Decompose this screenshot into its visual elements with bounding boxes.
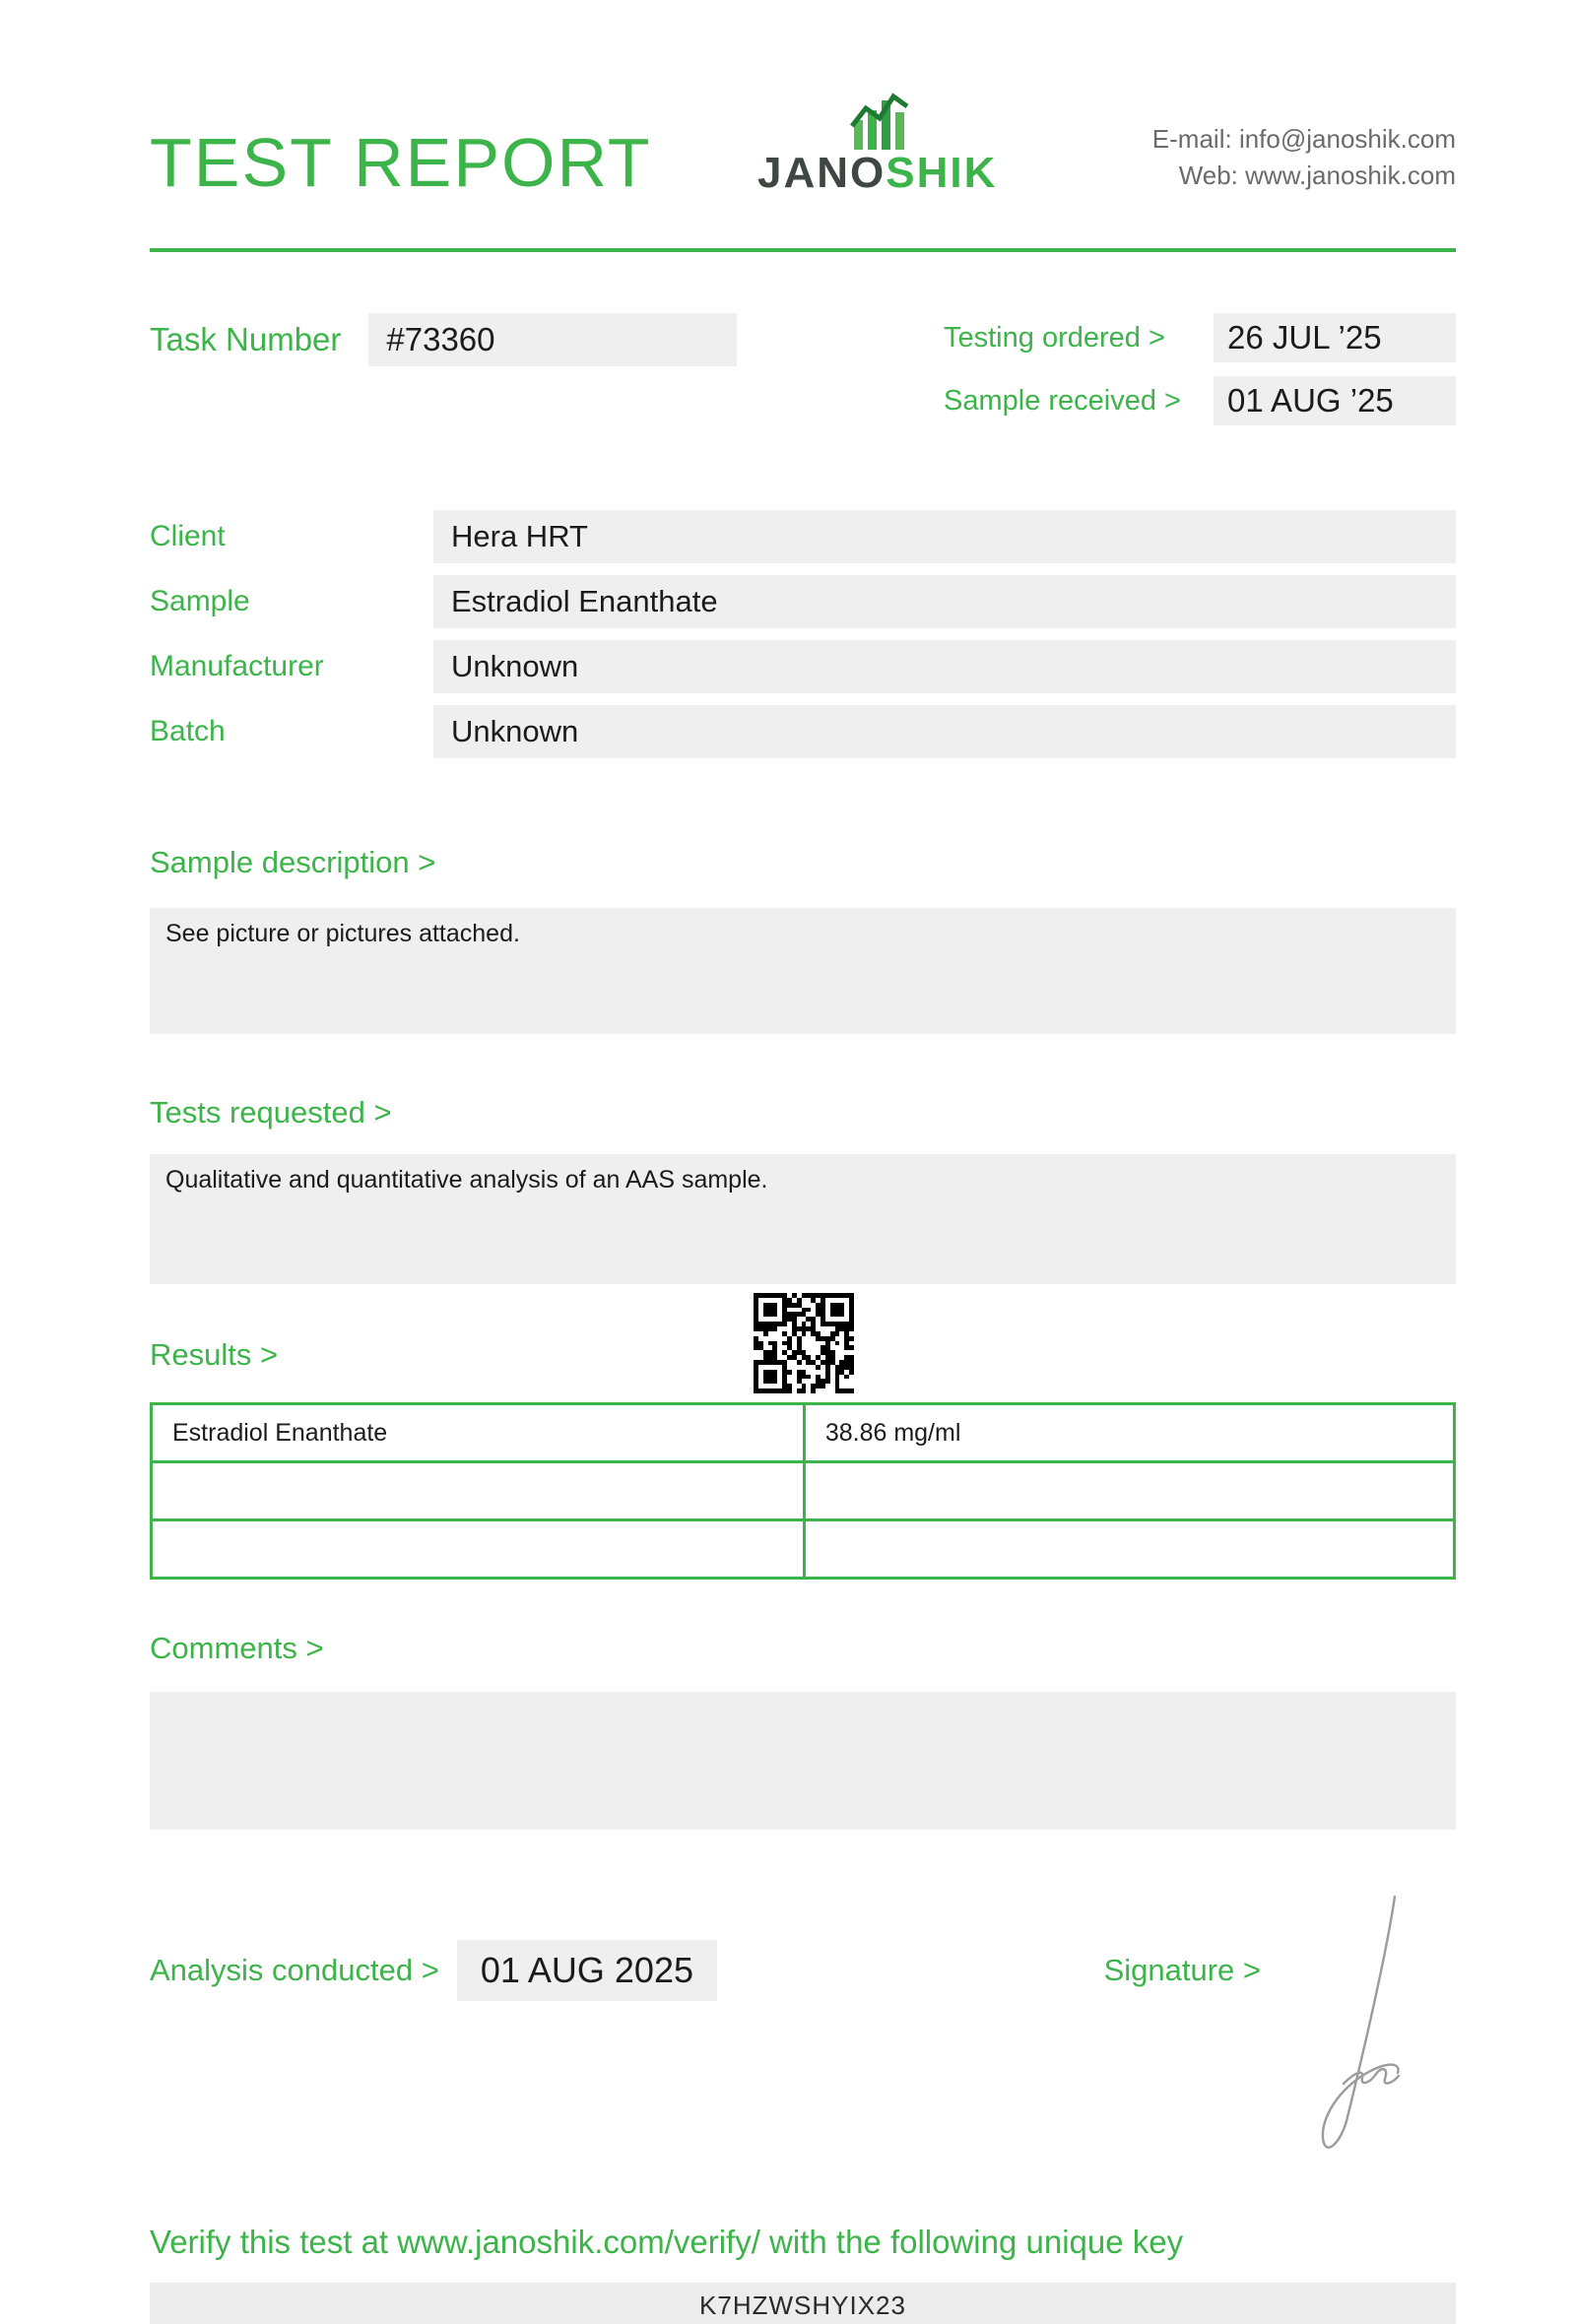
batch-label: Batch <box>150 715 226 747</box>
results-header <box>150 1284 1456 1402</box>
sample-received-value: 01 AUG ’25 <box>1214 376 1456 425</box>
result-value-cell <box>804 1462 1454 1520</box>
qr-code <box>749 1288 859 1398</box>
tests-requested-label: Tests requested > <box>150 1095 392 1130</box>
sample-description-box: See picture or pictures attached. <box>150 908 1456 1034</box>
info-row-sample <box>150 575 1456 628</box>
task-section <box>150 313 1456 425</box>
comments-label: Comments > <box>150 1631 324 1665</box>
info-row-batch <box>150 705 1456 758</box>
unique-key-value: K7HZWSHYIX23 <box>150 2283 1456 2324</box>
result-row <box>152 1520 1455 1579</box>
logo-chart-icon <box>832 91 923 150</box>
info-row-manufacturer <box>150 640 1456 693</box>
sample-received-label: Sample received > <box>944 384 1181 417</box>
analysis-date-value: 01 AUG 2025 <box>457 1940 717 2001</box>
task-number-label: Task Number <box>150 321 342 357</box>
result-name-cell <box>152 1520 805 1579</box>
task-number-value: #73360 <box>368 313 737 366</box>
info-row-client <box>150 510 1456 563</box>
signature-label: Signature > <box>1103 1953 1261 1987</box>
result-row <box>152 1462 1455 1520</box>
header-divider <box>150 248 1456 252</box>
janoshik-logo <box>757 91 997 195</box>
email-label: E-mail: <box>1151 123 1232 154</box>
manufacturer-value: Unknown <box>433 640 1456 693</box>
results-table <box>150 1402 1456 1580</box>
email-line <box>1152 121 1456 159</box>
page-title: TEST REPORT <box>150 123 652 201</box>
web-line <box>1152 158 1456 195</box>
comments-box <box>150 1692 1456 1830</box>
client-value: Hera HRT <box>433 510 1456 563</box>
web-label: Web: <box>1178 161 1238 191</box>
dates-group <box>944 313 1456 425</box>
result-value-cell <box>804 1520 1454 1579</box>
testing-ordered-value: 26 JUL ’25 <box>1214 313 1456 362</box>
email-value: info@janoshik.com <box>1238 123 1456 154</box>
sample-label: Sample <box>150 585 250 617</box>
task-number-group <box>150 313 737 366</box>
sample-received-row <box>944 376 1456 425</box>
logo-text-jano: JANO <box>756 149 886 197</box>
web-value: www.janoshik.com <box>1245 161 1456 191</box>
tests-requested-box: Qualitative and quantitative analysis of an AAS sample. <box>150 1154 1456 1284</box>
contact-info <box>1152 121 1456 195</box>
analysis-row <box>150 1940 1456 2001</box>
testing-ordered-label: Testing ordered > <box>944 321 1165 354</box>
batch-value: Unknown <box>433 705 1456 758</box>
logo-text-shik: SHIK <box>886 149 998 197</box>
verify-text: Verify this test at www.janoshik.com/verify/ with the following unique key <box>150 2224 1184 2260</box>
testing-ordered-row <box>944 313 1456 362</box>
sample-description-label: Sample description > <box>150 845 436 879</box>
signature-scribble <box>1298 1889 1426 2184</box>
result-name-cell: Estradiol Enanthate <box>152 1404 805 1462</box>
manufacturer-label: Manufacturer <box>150 650 324 682</box>
result-value-cell: 38.86 mg/ml <box>804 1404 1454 1462</box>
sample-info-section <box>150 510 1456 758</box>
results-label: Results > <box>150 1337 279 1372</box>
sample-value: Estradiol Enanthate <box>433 575 1456 628</box>
result-name-cell <box>152 1462 805 1520</box>
verify-footer <box>150 2224 1456 2324</box>
client-label: Client <box>150 520 226 552</box>
analysis-conducted-label: Analysis conducted > <box>150 1953 439 1987</box>
result-row <box>152 1404 1455 1462</box>
logo-text <box>756 149 998 197</box>
report-header <box>150 0 1456 201</box>
